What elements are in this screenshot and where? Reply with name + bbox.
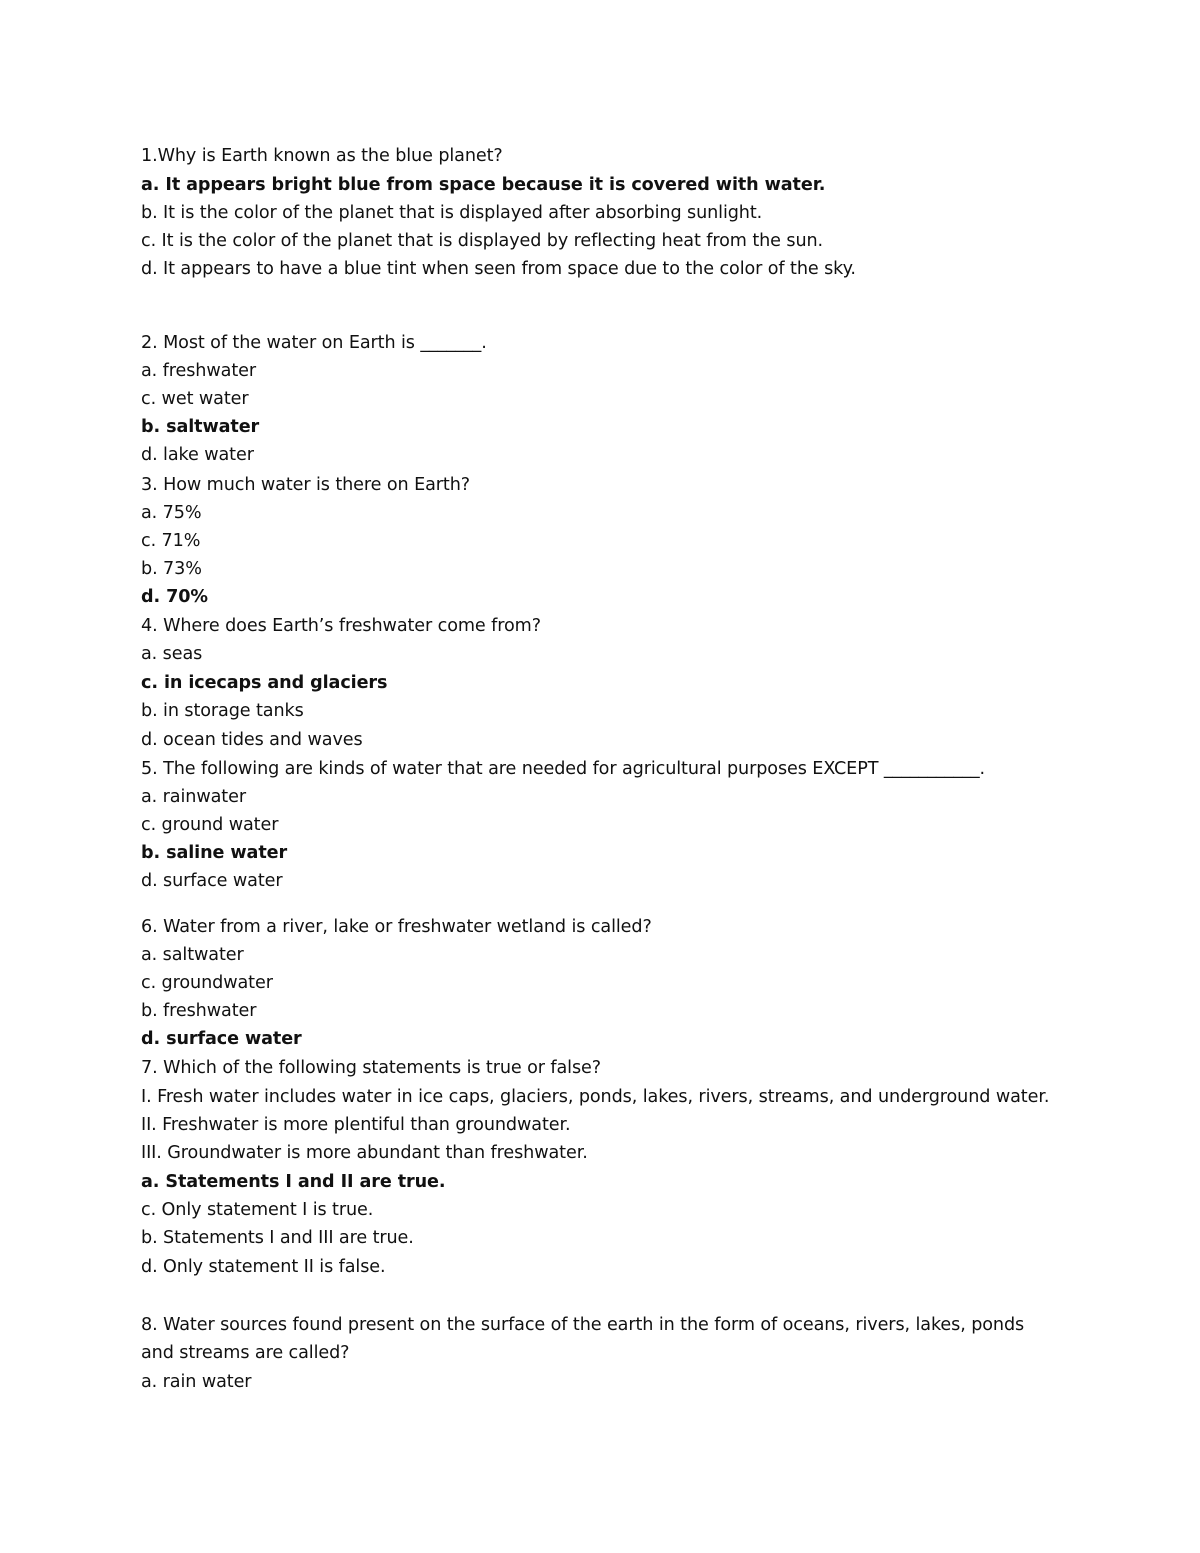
q1-option-a: a. It appears bright blue from space because it is covered with water. <box>141 175 826 195</box>
q7-statement-3: III. Groundwater is more abundant than freshwater. <box>141 1143 588 1163</box>
q7-option-c: c. Only statement I is true. <box>141 1200 374 1220</box>
q5-option-c: c. ground water <box>141 815 279 835</box>
q4-option-c: c. in icecaps and glaciers <box>141 673 388 693</box>
question-6: 6. Water from a river, lake or freshwater wetland is called? <box>141 917 652 937</box>
q1-option-d: d. It appears to have a blue tint when seen from space due to the color of the sky. <box>141 259 856 279</box>
question-8: 8. Water sources found present on the surface of the earth in the form of oceans, rivers, lakes, ponds <box>141 1315 1025 1335</box>
q5-option-a: a. rainwater <box>141 787 246 807</box>
question-8-continued: and streams are called? <box>141 1343 350 1363</box>
q6-option-b: b. freshwater <box>141 1001 257 1021</box>
question-7: 7. Which of the following statements is true or false? <box>141 1058 602 1078</box>
question-4: 4. Where does Earth’s freshwater come from? <box>141 616 541 636</box>
q5-option-d: d. surface water <box>141 871 283 891</box>
q3-option-a: a. 75% <box>141 503 202 523</box>
q6-option-c: c. groundwater <box>141 973 273 993</box>
q2-option-a: a. freshwater <box>141 361 256 381</box>
question-3: 3. How much water is there on Earth? <box>141 475 470 495</box>
q6-option-d: d. surface water <box>141 1029 302 1049</box>
q2-option-d: d. lake water <box>141 445 254 465</box>
question-1: 1.Why is Earth known as the blue planet? <box>141 146 503 166</box>
q3-option-d: d. 70% <box>141 587 208 607</box>
q7-option-d: d. Only statement II is false. <box>141 1257 386 1277</box>
q3-option-b: b. 73% <box>141 559 202 579</box>
q1-option-b: b. It is the color of the planet that is displayed after absorbing sunlight. <box>141 203 763 223</box>
q2-option-c: c. wet water <box>141 389 249 409</box>
q7-statement-1: I. Fresh water includes water in ice caps, glaciers, ponds, lakes, rivers, streams, and underground water. <box>141 1087 1050 1107</box>
q4-option-b: b. in storage tanks <box>141 701 304 721</box>
q7-statement-2: II. Freshwater is more plentiful than groundwater. <box>141 1115 571 1135</box>
q3-option-c: c. 71% <box>141 531 201 551</box>
q2-option-b: b. saltwater <box>141 417 260 437</box>
q4-option-d: d. ocean tides and waves <box>141 730 363 750</box>
q6-option-a: a. saltwater <box>141 945 244 965</box>
q1-option-c: c. It is the color of the planet that is displayed by reflecting heat from the sun. <box>141 231 824 251</box>
question-5: 5. The following are kinds of water that are needed for agricultural purposes EXCEPT ___________. <box>141 759 986 779</box>
q5-option-b: b. saline water <box>141 843 288 863</box>
q7-option-b: b. Statements I and III are true. <box>141 1228 414 1248</box>
q4-option-a: a. seas <box>141 644 203 664</box>
q8-option-a: a. rain water <box>141 1372 252 1392</box>
q7-option-a: a. Statements I and II are true. <box>141 1172 446 1192</box>
question-2: 2. Most of the water on Earth is _______. <box>141 333 487 353</box>
